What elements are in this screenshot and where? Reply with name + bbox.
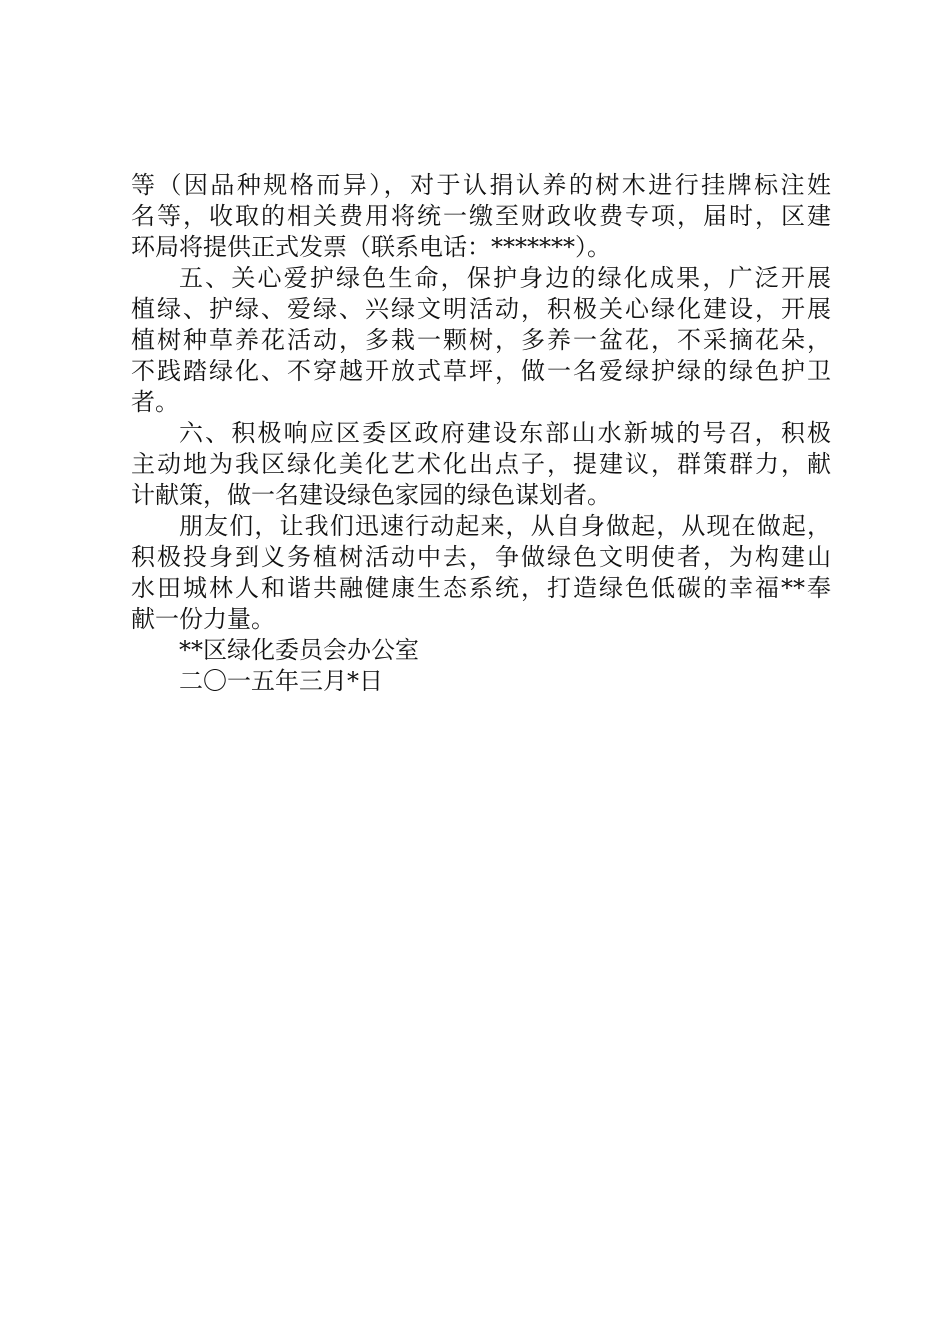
- text-line: 环局将提供正式发票（联系电话：*******）。: [131, 233, 611, 261]
- text-line: 六、积极响应区委区政府建设东部山水新城的号召，积极: [179, 419, 831, 447]
- signature-organization: **区绿化委员会办公室: [179, 636, 419, 664]
- document-body: [131, 170, 831, 697]
- text-line: 五、关心爱护绿色生命，保护身边的绿化成果，广泛开展: [179, 264, 831, 292]
- text-line: 等（因品种规格而异），对于认捐认养的树木进行挂牌标注姓: [131, 171, 831, 199]
- text-line: 朋友们，让我们迅速行动起来，从自身做起，从现在做起，: [179, 512, 831, 540]
- text-line: 计献策，做一名建设绿色家园的绿色谋划者。: [131, 481, 611, 509]
- text-line: 者。: [131, 388, 179, 416]
- text-line: 积极投身到义务植树活动中去，争做绿色文明使者，为构建山: [131, 543, 831, 571]
- text-line: 植树种草养花活动，多栽一颗树，多养一盆花，不采摘花朵，: [131, 326, 831, 354]
- paragraph-closing: [131, 511, 831, 635]
- text-line: 水田城林人和谐共融健康生态系统，打造绿色低碳的幸福**奉: [131, 574, 831, 602]
- paragraph-continued: [131, 170, 831, 263]
- signature-block: [131, 635, 831, 697]
- text-line: 不践踏绿化、不穿越开放式草坪，做一名爱绿护绿的绿色护卫: [131, 357, 831, 385]
- text-line: 主动地为我区绿化美化艺术化出点子，提建议，群策群力，献: [131, 450, 831, 478]
- paragraph-six: [131, 418, 831, 511]
- text-line: 名等，收取的相关费用将统一缴至财政收费专项，届时，区建: [131, 202, 831, 230]
- signature-date: 二〇一五年三月*日: [179, 667, 383, 695]
- text-line: 献一份力量。: [131, 605, 275, 633]
- text-line: 植绿、护绿、爱绿、兴绿文明活动，积极关心绿化建设，开展: [131, 295, 831, 323]
- paragraph-five: [131, 263, 831, 418]
